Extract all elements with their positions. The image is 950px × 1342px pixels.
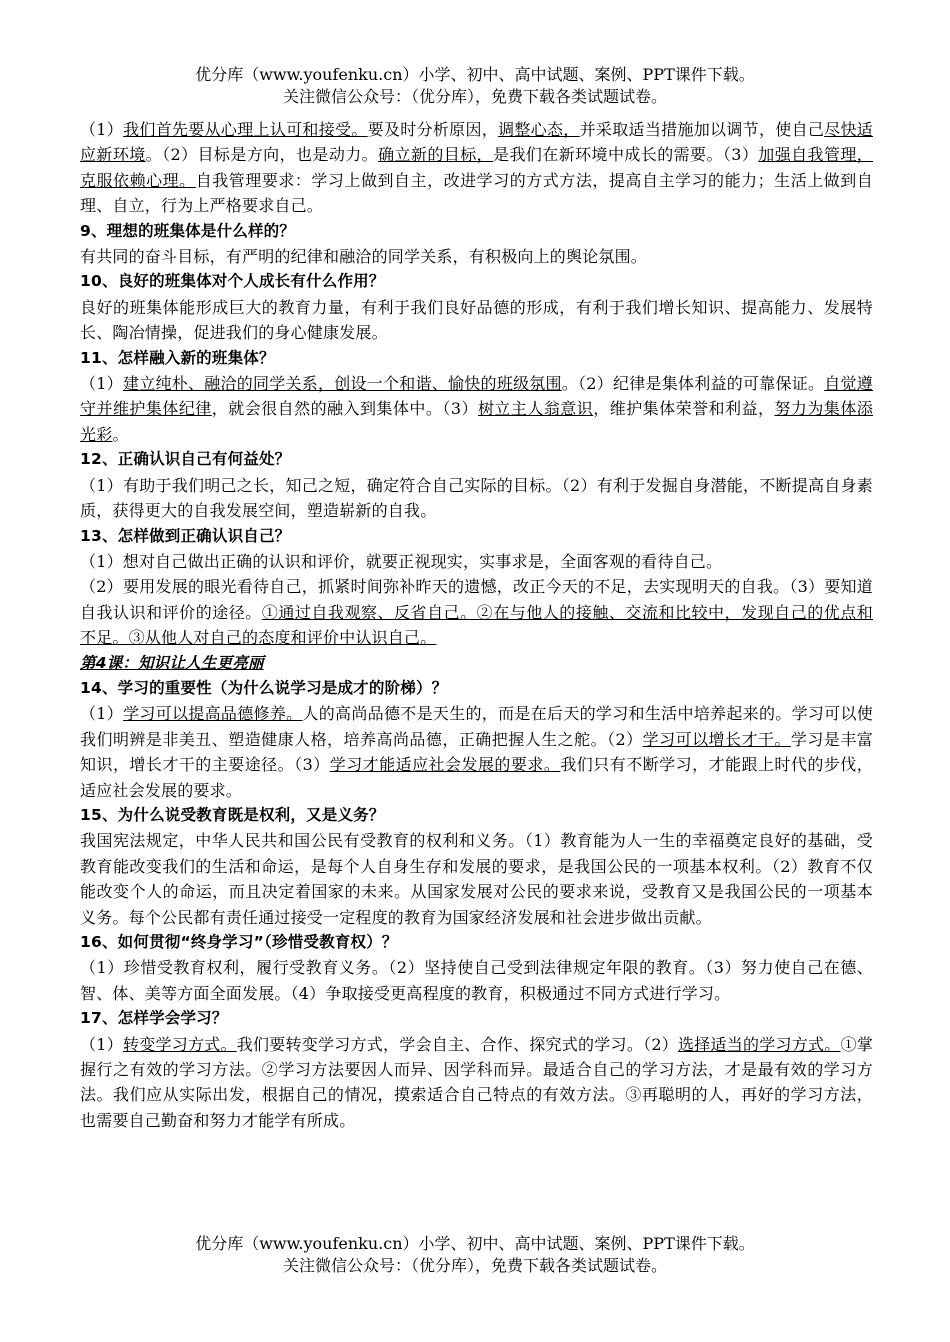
question-17: 17、怎样学会学习？ [80, 1009, 228, 1028]
text-run: 我们只有不断学习，才能跟上时代的步伐，适应社会发展的要求。 [80, 755, 873, 800]
text-run: （1）想对自己做出正确的认识和评价，就要正视现实，实事求是，全面客观的看待自己。 [80, 551, 723, 571]
paragraph-adapt-environment [80, 117, 873, 219]
question-15: 15、为什么说受教育既是权利，又是义务？ [80, 805, 385, 824]
text-run: 要及时分析原因， [367, 120, 499, 139]
underlined-text: 学习可以提高品德修养。 [123, 704, 303, 724]
text-run: ，就会很自然的融入到集体中。（3） [211, 399, 478, 419]
answer-10 [80, 295, 873, 346]
underlined-text: 树立主人翁意识 [477, 399, 594, 419]
answer-15 [80, 828, 873, 930]
text-run: （1） [80, 1034, 123, 1054]
text-run: （1） [80, 374, 123, 394]
header-line-1: 优分库（www.youfenku.cn）小学、初中、高中试题、案例、PPT课件下载。 [195, 65, 755, 84]
underlined-text: 努力为集体添光彩 [80, 399, 873, 444]
text-run: 。 [112, 424, 129, 444]
answer-13-part-1 [80, 549, 873, 574]
answer-11 [80, 371, 873, 447]
answer-14 [80, 701, 873, 803]
text-run: 学习是丰富知识，增长才干的主要途径。（3） [80, 729, 873, 775]
question-12: 12、正确认识自己有何益处？ [80, 450, 291, 469]
underlined-text: 加强自我管理，克服依赖心理。 [80, 145, 873, 190]
document-body [80, 117, 873, 1133]
underlined-text: 选择适当的学习方式。 [678, 1034, 841, 1054]
underlined-text: 尽快适应新环境 [80, 120, 873, 165]
text-run: 。（2）纪律是集体利益的可靠保证。 [561, 374, 825, 394]
question-16: 16、如何贯彻“终身学习”（珍惜受教育权）？ [80, 933, 398, 951]
header-line-2: 关注微信公众号：（优分库），免费下载各类试题试卷。 [282, 87, 667, 106]
underlined-text: 学习可以增长才干。 [642, 729, 791, 749]
answer-16 [80, 955, 873, 1006]
question-9: 9、理想的班集体是什么样的？ [80, 221, 296, 240]
underlined-text: 我们首先要从心理上认可和接受。 [123, 120, 368, 139]
underlined-text: 建立纯朴、融洽的同学关系，创设一个和谐、愉快的班级氛围 [122, 374, 562, 394]
underlined-text: 确立新的目标， [378, 145, 494, 165]
text-run: （1）有助于我们明己之长，知己之短，确定符合自己实际的目标。（2）有利于发掘自身潜能，不断提高自身素质，获得更大的自我发展空间，塑造崭新的自我。 [80, 475, 873, 521]
page-footer [0, 1233, 950, 1277]
text-run: （1）珍惜受教育权利，履行受教育义务。（2）坚持使自己受到法律规定年限的教育。（3）努力使自己在德、智、体、美等方面全面发展。（4）争取接受更高程度的教育，积极通过不同方式进行学习。 [80, 958, 873, 1003]
text-run: 人的高尚品德不是天生的，而是在后天的学习和生活中培养起来的。学习可以使我们明辨是非美丑、塑造健康人格，培养高尚品德，正确把握人生之舵。（2） [80, 704, 873, 749]
text-run: 并采取适当措施加以调节，使自己 [579, 120, 825, 139]
footer-line-1: 优分库（www.youfenku.cn）小学、初中、高中试题、案例、PPT课件下载。 [195, 1234, 755, 1253]
text-run: 我国宪法规定，中华人民共和国公民有受教育的权利和义务。（1）教育能为人一生的幸福奠定良好的基础，受教育能改变我们的生活和命运，是每个人自身生存和发展的要求，是我国公民的一项基本权利。（2）教育不仅能改变个人的命运，而且决定着国家的未来。从国家发展对公民的要求来说，受教育又是我国公民的一项基本义务。每个公民都有责任通过接受一定程度的教育为国家经济发展和社会进步做出贡献。 [80, 831, 873, 927]
text-run: ①掌握行之有效的学习方法。②学习方法要因人而异、因学科而异。最适合自己的学习方法，才是最有效的学习方法。我们应从实际出发，根据自己的情况，摸索适合自己特点的有效方法。③再聪明的人，再好的学习方法，也需要自己勤奋和努力才能学有所成。 [80, 1034, 874, 1130]
page-header [0, 64, 950, 108]
underlined-text: 自觉遵守并维护集体纪律 [80, 374, 874, 419]
text-run: 自我管理要求：学习上做到自主，改进学习的方式方法，提高自主学习的能力；生活上做到自理、自立，行为上严格要求自己。 [80, 170, 874, 216]
question-14: 14、学习的重要性（为什么说学习是成才的阶梯）？ [80, 678, 448, 697]
underlined-text: 调整心态， [498, 120, 580, 139]
footer-line-2: 关注微信公众号：（优分库），免费下载各类试题试卷。 [282, 1256, 667, 1275]
underlined-text: 学习才能适应社会发展的要求。 [329, 755, 561, 775]
question-10: 10、良好的班集体对个人成长有什么作用？ [80, 272, 385, 291]
text-run: （1） [80, 704, 124, 724]
text-run: 是我们在新环境中成长的需要。（3） [493, 145, 759, 165]
answer-13-part-2 [80, 574, 873, 650]
text-run: 有共同的奋斗目标，有严明的纪律和融洽的同学关系，有积极向上的舆论氛围。 [80, 247, 648, 267]
answer-17 [80, 1032, 873, 1134]
lesson-4-heading: 第4课：知识让人生更亮丽 [80, 653, 264, 672]
text-run: 我们要转变学习方式，学会自主、合作、探究式的学习。（2） [236, 1034, 679, 1054]
text-run: 良好的班集体能形成巨大的教育力量，有利于我们良好品德的形成，有利于我们增长知识、提高能力、发展特长、陶冶情操，促进我们的身心健康发展。 [80, 297, 873, 343]
text-run: ，维护集体荣誉和利益， [593, 399, 775, 419]
question-11: 11、怎样融入新的班集体？ [80, 348, 275, 367]
text-run: （2）要用发展的眼光看待自己，抓紧时间弥补昨天的遗憾，改正今天的不足，去实现明天的自我。（3）要知道自我认识和评价的途径。 [80, 577, 873, 622]
underlined-text: ①通过自我观察、反省自己。②在与他人的接触、交流和比较中，发现自己的优点和不足。③从他人对自己的态度和评价中认识自己。 [80, 602, 874, 648]
answer-12 [80, 473, 873, 524]
question-13: 13、怎样做到正确认识自己？ [80, 526, 291, 545]
text-run: 。（2）目标是方向，也是动力。 [145, 145, 379, 165]
underlined-text: 转变学习方式。 [122, 1034, 237, 1054]
text-run: （1） [80, 120, 124, 139]
answer-9 [80, 244, 873, 269]
